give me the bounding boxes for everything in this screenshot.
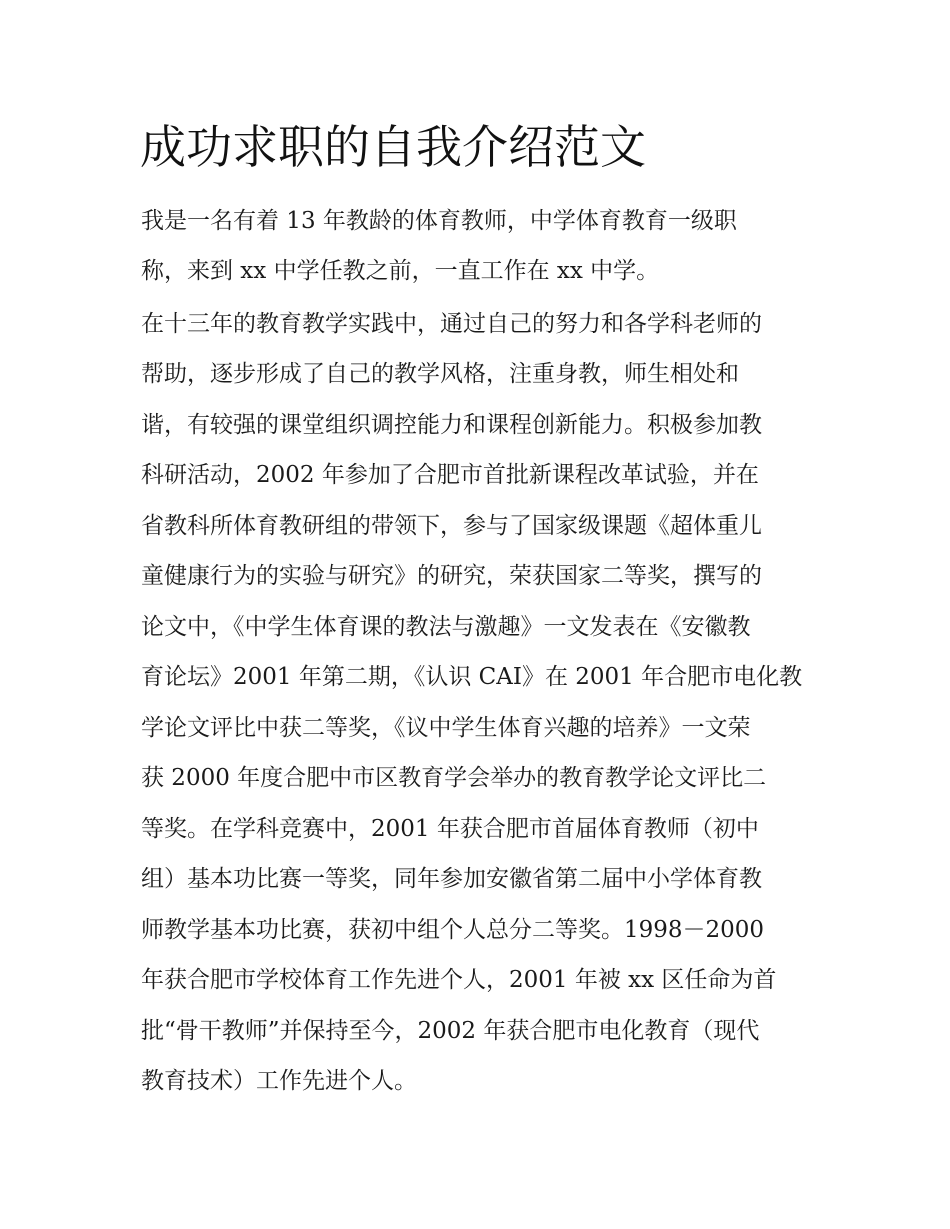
text-line-2: 称，来到 xx 中学任教之前，一直工作在 xx 中学。 (141, 258, 660, 284)
text-line-18: 教育技术）工作先进个人。 (141, 1068, 417, 1094)
text-line-6: 科研活动，2002 年参加了合肥市首批新课程改革试验，并在 (141, 462, 759, 488)
text-line-3: 在十三年的教育教学实践中，通过自己的努力和各学科老师的 (141, 311, 762, 337)
text-line-5: 谐，有较强的课堂组织调控能力和课程创新能力。积极参加教 (141, 412, 762, 438)
text-line-14: 组）基本功比赛一等奖，同年参加安徽省第二届中小学体育教 (141, 866, 762, 892)
text-line-16: 年获合肥市学校体育工作先进个人，2001 年被 xx 区任命为首 (141, 967, 777, 993)
text-line-15: 师教学基本功比赛，获初中组个人总分二等奖。1998－2000 (141, 917, 765, 943)
text-line-8: 童健康行为的实验与研究》的研究，荣获国家二等奖，撰写的 (141, 563, 762, 589)
text-line-7: 省教科所体育教研组的带领下，参与了国家级课题《超体重儿 (141, 513, 762, 539)
text-line-17: 批“骨干教师”并保持至今，2002 年获合肥市电化教育（现代 (141, 1018, 760, 1044)
text-line-4: 帮助，逐步形成了自己的教学风格，注重身教，师生相处和 (141, 361, 739, 387)
text-line-10: 育论坛》2001 年第二期，《认识 CAI》在 2001 年合肥市电化教 (141, 664, 803, 690)
text-line-13: 等奖。在学科竞赛中，2001 年获合肥市首届体育教师（初中 (141, 816, 759, 842)
text-line-11: 学论文评比中获二等奖，《议中学生体育兴趣的培养》一文荣 (141, 715, 751, 741)
page-title: 成功求职的自我介绍范文 (140, 120, 646, 174)
text-line-12: 获 2000 年度合肥中市区教育学会举办的教育教学论文评比二 (141, 765, 767, 791)
text-line-1: 我是一名有着 13 年教龄的体育教师，中学体育教育一级职 (141, 208, 737, 234)
text-line-9: 论文中，《中学生体育课的教法与激趣》一文发表在《安徽教 (141, 614, 751, 640)
